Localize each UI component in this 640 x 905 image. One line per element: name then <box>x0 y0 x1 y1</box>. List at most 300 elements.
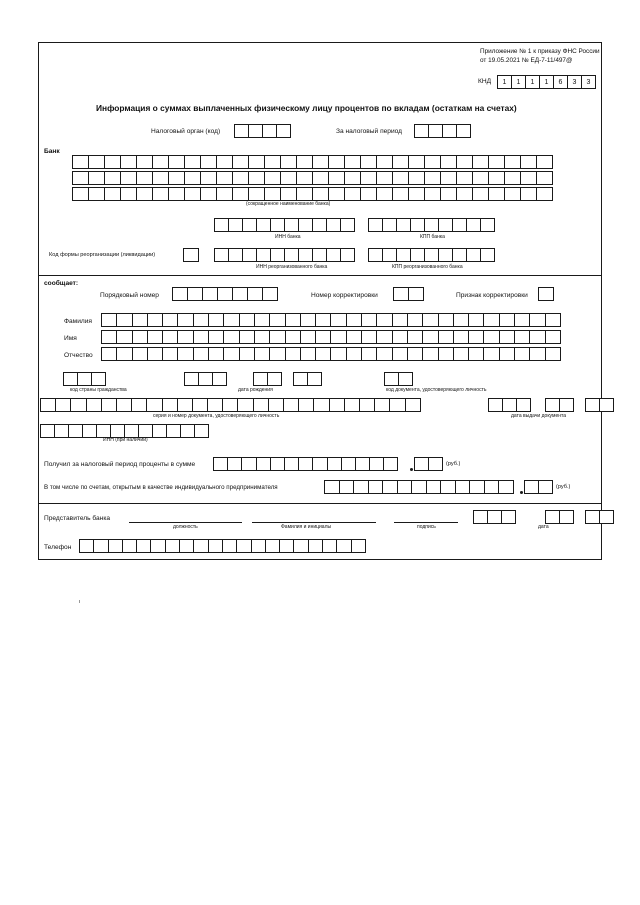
input-cell[interactable] <box>193 330 209 344</box>
input-cell[interactable] <box>168 171 185 185</box>
input-cell[interactable] <box>559 510 574 524</box>
doc-month-cells[interactable] <box>545 398 574 412</box>
input-cell[interactable] <box>72 171 89 185</box>
input-cell[interactable] <box>424 218 439 232</box>
input-cell[interactable] <box>298 398 314 412</box>
input-cell[interactable] <box>382 218 397 232</box>
input-cell[interactable] <box>276 124 291 138</box>
input-cell[interactable] <box>307 372 322 386</box>
input-cell[interactable] <box>355 457 370 471</box>
input-cell[interactable] <box>440 171 457 185</box>
input-cell[interactable] <box>212 372 227 386</box>
input-cell[interactable] <box>293 539 308 553</box>
seq-number-cells[interactable] <box>172 287 278 301</box>
input-cell[interactable] <box>327 457 342 471</box>
input-cell[interactable] <box>422 313 438 327</box>
input-cell[interactable] <box>483 313 499 327</box>
input-cell[interactable] <box>456 187 473 201</box>
input-cell[interactable] <box>344 187 361 201</box>
input-cell[interactable] <box>520 171 537 185</box>
input-cell[interactable] <box>55 398 71 412</box>
input-cell[interactable] <box>177 398 193 412</box>
input-cell[interactable] <box>280 155 297 169</box>
input-cell[interactable] <box>296 187 313 201</box>
input-cell[interactable] <box>480 248 495 262</box>
input-cell[interactable] <box>192 398 208 412</box>
input-cell[interactable] <box>473 510 488 524</box>
input-cell[interactable] <box>162 313 178 327</box>
input-cell[interactable] <box>438 248 453 262</box>
input-cell[interactable] <box>120 155 137 169</box>
input-cell[interactable] <box>453 330 469 344</box>
input-cell[interactable] <box>545 347 561 361</box>
input-cell[interactable] <box>251 539 266 553</box>
input-cell[interactable] <box>360 155 377 169</box>
input-cell[interactable] <box>408 187 425 201</box>
input-cell[interactable] <box>136 171 153 185</box>
input-cell[interactable] <box>300 347 316 361</box>
input-cell[interactable] <box>254 313 270 327</box>
input-cell[interactable] <box>177 330 193 344</box>
input-cell[interactable] <box>216 155 233 169</box>
bank-inn-cells[interactable] <box>214 218 355 232</box>
input-cell[interactable] <box>374 398 390 412</box>
birth-year-cells[interactable] <box>293 372 322 386</box>
input-cell[interactable] <box>168 155 185 169</box>
input-cell[interactable] <box>193 347 209 361</box>
input-cell[interactable] <box>147 313 163 327</box>
input-cell[interactable] <box>438 218 453 232</box>
input-cell[interactable] <box>120 187 137 201</box>
received-amount-kopecks[interactable] <box>414 457 443 471</box>
input-cell[interactable] <box>298 218 313 232</box>
input-cell[interactable] <box>368 218 383 232</box>
input-cell[interactable] <box>538 480 553 494</box>
input-cell[interactable] <box>237 398 253 412</box>
input-cell[interactable] <box>248 155 265 169</box>
input-cell[interactable] <box>396 248 411 262</box>
input-cell[interactable] <box>382 248 397 262</box>
input-cell[interactable] <box>152 171 169 185</box>
position-line[interactable] <box>129 522 242 523</box>
input-cell[interactable] <box>326 218 341 232</box>
tax-period-cells[interactable] <box>414 124 471 138</box>
input-cell[interactable] <box>104 187 121 201</box>
input-cell[interactable] <box>268 398 284 412</box>
input-cell[interactable] <box>200 187 217 201</box>
input-cell[interactable] <box>177 347 193 361</box>
input-cell[interactable] <box>264 187 281 201</box>
input-cell[interactable] <box>407 330 423 344</box>
person-inn-cells[interactable] <box>40 424 209 438</box>
input-cell[interactable] <box>315 330 331 344</box>
bank-name-row-3[interactable] <box>72 187 553 201</box>
input-cell[interactable] <box>193 539 208 553</box>
input-cell[interactable] <box>168 187 185 201</box>
input-cell[interactable] <box>298 248 313 262</box>
input-cell[interactable] <box>262 124 277 138</box>
input-cell[interactable] <box>96 424 111 438</box>
input-cell[interactable] <box>110 424 125 438</box>
input-cell[interactable] <box>376 313 392 327</box>
input-cell[interactable] <box>101 330 117 344</box>
input-cell[interactable] <box>177 313 193 327</box>
input-cell[interactable] <box>40 424 55 438</box>
input-cell[interactable] <box>179 539 194 553</box>
input-cell[interactable] <box>124 424 139 438</box>
input-cell[interactable] <box>70 398 86 412</box>
input-cell[interactable] <box>599 510 614 524</box>
input-cell[interactable] <box>414 457 429 471</box>
entrepreneur-amount-kopecks[interactable] <box>524 480 553 494</box>
signature-line[interactable] <box>394 522 458 523</box>
input-cell[interactable] <box>315 313 331 327</box>
input-cell[interactable] <box>147 347 163 361</box>
input-cell[interactable] <box>232 287 248 301</box>
input-cell[interactable] <box>468 347 484 361</box>
input-cell[interactable] <box>68 424 83 438</box>
input-cell[interactable] <box>315 347 331 361</box>
input-cell[interactable] <box>488 171 505 185</box>
input-cell[interactable] <box>498 480 514 494</box>
input-cell[interactable] <box>300 313 316 327</box>
input-cell[interactable] <box>285 313 301 327</box>
input-cell[interactable] <box>396 218 411 232</box>
input-cell[interactable] <box>361 313 377 327</box>
input-cell[interactable] <box>520 187 537 201</box>
input-cell[interactable] <box>488 398 503 412</box>
input-cell[interactable] <box>232 171 249 185</box>
input-cell[interactable] <box>330 330 346 344</box>
input-cell[interactable] <box>351 539 366 553</box>
input-cell[interactable] <box>216 187 233 201</box>
input-cell[interactable] <box>312 248 327 262</box>
input-cell[interactable] <box>256 218 271 232</box>
input-cell[interactable] <box>453 313 469 327</box>
input-cell[interactable] <box>88 171 105 185</box>
input-cell[interactable] <box>284 457 299 471</box>
input-cell[interactable] <box>504 171 521 185</box>
input-cell[interactable] <box>101 398 117 412</box>
input-cell[interactable] <box>428 457 443 471</box>
input-cell[interactable] <box>466 248 481 262</box>
input-cell[interactable] <box>545 330 561 344</box>
input-cell[interactable] <box>214 218 229 232</box>
input-cell[interactable] <box>101 347 117 361</box>
input-cell[interactable] <box>392 313 408 327</box>
input-cell[interactable] <box>407 347 423 361</box>
input-cell[interactable] <box>194 424 209 438</box>
input-cell[interactable] <box>236 539 251 553</box>
input-cell[interactable] <box>360 187 377 201</box>
input-cell[interactable] <box>147 330 163 344</box>
input-cell[interactable] <box>392 330 408 344</box>
input-cell[interactable] <box>502 398 517 412</box>
birth-month-cells[interactable] <box>253 372 282 386</box>
input-cell[interactable] <box>270 248 285 262</box>
input-cell[interactable] <box>440 187 457 201</box>
input-cell[interactable] <box>376 187 393 201</box>
input-cell[interactable] <box>223 347 239 361</box>
input-cell[interactable] <box>368 480 384 494</box>
input-cell[interactable] <box>202 287 218 301</box>
input-cell[interactable] <box>283 398 299 412</box>
input-cell[interactable] <box>339 480 355 494</box>
input-cell[interactable] <box>360 171 377 185</box>
input-cell[interactable] <box>232 155 249 169</box>
doc-code-cells[interactable] <box>384 372 413 386</box>
input-cell[interactable] <box>227 457 242 471</box>
input-cell[interactable] <box>256 457 271 471</box>
input-cell[interactable] <box>456 171 473 185</box>
input-cell[interactable] <box>116 313 132 327</box>
input-cell[interactable] <box>599 398 614 412</box>
phone-cells[interactable] <box>79 539 366 553</box>
input-cell[interactable] <box>341 457 356 471</box>
input-cell[interactable] <box>520 155 537 169</box>
sign-day-cells[interactable] <box>473 510 516 524</box>
input-cell[interactable] <box>214 248 229 262</box>
input-cell[interactable] <box>284 218 299 232</box>
input-cell[interactable] <box>545 313 561 327</box>
input-cell[interactable] <box>91 372 106 386</box>
input-cell[interactable] <box>132 347 148 361</box>
birth-day-cells[interactable] <box>184 372 227 386</box>
input-cell[interactable] <box>208 330 224 344</box>
name-cells[interactable] <box>101 330 561 344</box>
input-cell[interactable] <box>296 155 313 169</box>
input-cell[interactable] <box>545 510 560 524</box>
input-cell[interactable] <box>410 248 425 262</box>
input-cell[interactable] <box>253 372 268 386</box>
input-cell[interactable] <box>324 480 340 494</box>
input-cell[interactable] <box>256 248 271 262</box>
input-cell[interactable] <box>131 398 147 412</box>
input-cell[interactable] <box>248 171 265 185</box>
input-cell[interactable] <box>198 372 213 386</box>
input-cell[interactable] <box>312 155 329 169</box>
input-cell[interactable] <box>368 248 383 262</box>
input-cell[interactable] <box>524 480 539 494</box>
input-cell[interactable] <box>162 330 178 344</box>
input-cell[interactable] <box>187 287 203 301</box>
citizenship-cells[interactable] <box>63 372 106 386</box>
input-cell[interactable] <box>466 218 481 232</box>
input-cell[interactable] <box>300 330 316 344</box>
input-cell[interactable] <box>376 330 392 344</box>
input-cell[interactable] <box>208 313 224 327</box>
input-cell[interactable] <box>217 287 233 301</box>
input-cell[interactable] <box>405 398 421 412</box>
input-cell[interactable] <box>340 248 355 262</box>
input-cell[interactable] <box>514 347 530 361</box>
input-cell[interactable] <box>279 539 294 553</box>
input-cell[interactable] <box>242 248 257 262</box>
input-cell[interactable] <box>313 398 329 412</box>
input-cell[interactable] <box>183 248 199 262</box>
input-cell[interactable] <box>452 248 467 262</box>
input-cell[interactable] <box>184 171 201 185</box>
input-cell[interactable] <box>397 480 413 494</box>
input-cell[interactable] <box>166 424 181 438</box>
input-cell[interactable] <box>438 330 454 344</box>
surname-cells[interactable] <box>101 313 561 327</box>
input-cell[interactable] <box>312 457 327 471</box>
input-cell[interactable] <box>422 347 438 361</box>
received-amount-rubles[interactable] <box>213 457 398 471</box>
input-cell[interactable] <box>538 287 554 301</box>
input-cell[interactable] <box>248 187 265 201</box>
input-cell[interactable] <box>136 155 153 169</box>
input-cell[interactable] <box>328 155 345 169</box>
input-cell[interactable] <box>136 187 153 201</box>
input-cell[interactable] <box>88 187 105 201</box>
input-cell[interactable] <box>312 218 327 232</box>
doc-series-cells[interactable] <box>40 398 421 412</box>
input-cell[interactable] <box>389 398 405 412</box>
input-cell[interactable] <box>330 347 346 361</box>
input-cell[interactable] <box>438 313 454 327</box>
input-cell[interactable] <box>344 171 361 185</box>
input-cell[interactable] <box>408 155 425 169</box>
input-cell[interactable] <box>359 398 375 412</box>
input-cell[interactable] <box>264 155 281 169</box>
input-cell[interactable] <box>487 510 502 524</box>
input-cell[interactable] <box>132 313 148 327</box>
correction-number-cells[interactable] <box>393 287 424 301</box>
input-cell[interactable] <box>424 187 441 201</box>
input-cell[interactable] <box>308 539 323 553</box>
input-cell[interactable] <box>504 155 521 169</box>
input-cell[interactable] <box>488 187 505 201</box>
input-cell[interactable] <box>82 424 97 438</box>
input-cell[interactable] <box>213 457 228 471</box>
input-cell[interactable] <box>501 510 516 524</box>
input-cell[interactable] <box>293 372 308 386</box>
input-cell[interactable] <box>270 218 285 232</box>
input-cell[interactable] <box>392 347 408 361</box>
input-cell[interactable] <box>193 313 209 327</box>
input-cell[interactable] <box>361 330 377 344</box>
input-cell[interactable] <box>88 155 105 169</box>
input-cell[interactable] <box>529 347 545 361</box>
input-cell[interactable] <box>382 480 398 494</box>
sign-month-cells[interactable] <box>545 510 574 524</box>
input-cell[interactable] <box>265 539 280 553</box>
input-cell[interactable] <box>93 539 108 553</box>
input-cell[interactable] <box>116 330 132 344</box>
input-cell[interactable] <box>322 539 337 553</box>
input-cell[interactable] <box>54 424 69 438</box>
input-cell[interactable] <box>529 330 545 344</box>
input-cell[interactable] <box>499 347 515 361</box>
input-cell[interactable] <box>353 480 369 494</box>
input-cell[interactable] <box>346 330 362 344</box>
input-cell[interactable] <box>267 372 282 386</box>
input-cell[interactable] <box>330 313 346 327</box>
input-cell[interactable] <box>480 218 495 232</box>
input-cell[interactable] <box>312 171 329 185</box>
input-cell[interactable] <box>152 155 169 169</box>
input-cell[interactable] <box>514 330 530 344</box>
input-cell[interactable] <box>392 155 409 169</box>
input-cell[interactable] <box>262 287 278 301</box>
input-cell[interactable] <box>184 372 199 386</box>
sign-year-cells[interactable] <box>585 510 614 524</box>
input-cell[interactable] <box>86 398 102 412</box>
input-cell[interactable] <box>504 187 521 201</box>
input-cell[interactable] <box>200 155 217 169</box>
input-cell[interactable] <box>165 539 180 553</box>
input-cell[interactable] <box>514 313 530 327</box>
input-cell[interactable] <box>269 330 285 344</box>
input-cell[interactable] <box>234 124 249 138</box>
input-cell[interactable] <box>329 398 345 412</box>
input-cell[interactable] <box>344 155 361 169</box>
input-cell[interactable] <box>72 155 89 169</box>
input-cell[interactable] <box>136 539 151 553</box>
input-cell[interactable] <box>239 313 255 327</box>
input-cell[interactable] <box>138 424 153 438</box>
bank-kpp-cells[interactable] <box>368 218 495 232</box>
bank-name-row-2[interactable] <box>72 171 553 185</box>
input-cell[interactable] <box>223 330 239 344</box>
input-cell[interactable] <box>472 187 489 201</box>
bank-name-row-1[interactable] <box>72 155 553 169</box>
input-cell[interactable] <box>312 187 329 201</box>
input-cell[interactable] <box>77 372 92 386</box>
input-cell[interactable] <box>116 347 132 361</box>
input-cell[interactable] <box>369 457 384 471</box>
input-cell[interactable] <box>340 218 355 232</box>
input-cell[interactable] <box>536 187 553 201</box>
input-cell[interactable] <box>410 218 425 232</box>
input-cell[interactable] <box>228 248 243 262</box>
input-cell[interactable] <box>438 347 454 361</box>
input-cell[interactable] <box>40 398 56 412</box>
input-cell[interactable] <box>162 347 178 361</box>
input-cell[interactable] <box>529 313 545 327</box>
input-cell[interactable] <box>442 124 457 138</box>
input-cell[interactable] <box>208 347 224 361</box>
reorg-kpp-cells[interactable] <box>368 248 495 262</box>
input-cell[interactable] <box>280 171 297 185</box>
input-cell[interactable] <box>422 330 438 344</box>
input-cell[interactable] <box>455 480 471 494</box>
input-cell[interactable] <box>269 313 285 327</box>
input-cell[interactable] <box>384 372 399 386</box>
input-cell[interactable] <box>172 287 188 301</box>
correction-flag-cell[interactable] <box>538 287 554 301</box>
input-cell[interactable] <box>232 187 249 201</box>
input-cell[interactable] <box>180 424 195 438</box>
input-cell[interactable] <box>254 347 270 361</box>
input-cell[interactable] <box>407 313 423 327</box>
input-cell[interactable] <box>361 347 377 361</box>
input-cell[interactable] <box>228 218 243 232</box>
input-cell[interactable] <box>440 155 457 169</box>
doc-year-cells[interactable] <box>585 398 614 412</box>
input-cell[interactable] <box>298 457 313 471</box>
input-cell[interactable] <box>545 398 560 412</box>
input-cell[interactable] <box>253 398 269 412</box>
entrepreneur-amount-rubles[interactable] <box>324 480 514 494</box>
input-cell[interactable] <box>393 287 409 301</box>
input-cell[interactable] <box>132 330 148 344</box>
input-cell[interactable] <box>468 330 484 344</box>
input-cell[interactable] <box>116 398 132 412</box>
input-cell[interactable] <box>472 171 489 185</box>
